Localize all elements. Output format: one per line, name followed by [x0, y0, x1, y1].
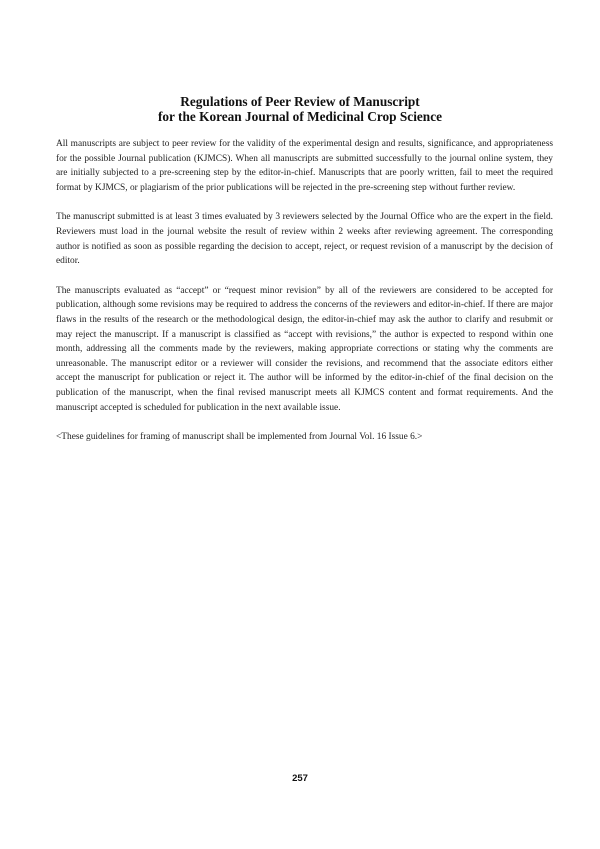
- page-number: 257: [292, 773, 308, 784]
- title-line-1: Regulations of Peer Review of Manuscript: [180, 94, 420, 109]
- title-line-2: for the Korean Journal of Medicinal Crop Science: [157, 109, 442, 124]
- paragraph-reviewer-evaluation: The manuscript submitted is at least 3 times evaluated by 3 reviewers selected by the Journal Office who are the expert in the field. Reviewers must load in the journal website the result of review within 2 weeks after reviewing agreement. The corresponding author is notified as soon as possible regarding the decision to accept, reject, or request revision of a manuscript by the decision of editor.: [56, 212, 553, 267]
- body-text: [56, 137, 553, 460]
- paragraph-implementation-note: <These guidelines for framing of manuscript shall be implemented from Journal Vol. 16 Issue 6.>: [56, 432, 423, 443]
- page-title: [0, 94, 600, 124]
- paragraph-decision-process: The manuscripts evaluated as “accept” or “request minor revision” by all of the reviewers are considered to be accepted for publication, although some revisions may be required to address the concerns of the reviewers and editor-in-chief. If there are major flaws in the results of the research or the methodological design, the editor-in-chief may ask the author to clarify and resubmit or may reject the manuscript. If a manuscript is classified as “accept with revisions,” the author is expected to respond within one month, addressing all the comments made by the reviewers, making appropriate corrections or stating why the comments are unreasonable. The manuscript editor or a reviewer will consider the revisions, and recommend that the associate editors either accept the manuscript for publication or reject it. The author will be informed by the editor-in-chief of the final decision on the publication of the manuscript, when the final revised manuscript meets all KJMCS content and format requirements. And the manuscript accepted is scheduled for publication in the next available issue.: [56, 285, 553, 413]
- paragraph-peer-review-scope: All manuscripts are subject to peer review for the validity of the experimental design and results, significance, and appropriateness for the possible Journal publication (KJMCS). When all manuscripts are submitted successfully to the journal online system, they are initially subjected to a pre-screening step by the editor-in-chief. Manuscripts that are poorly written, fail to meet the required format by KJMCS, or plagiarism of the prior publications will be rejected in the pre-screening step without further review.: [56, 139, 553, 193]
